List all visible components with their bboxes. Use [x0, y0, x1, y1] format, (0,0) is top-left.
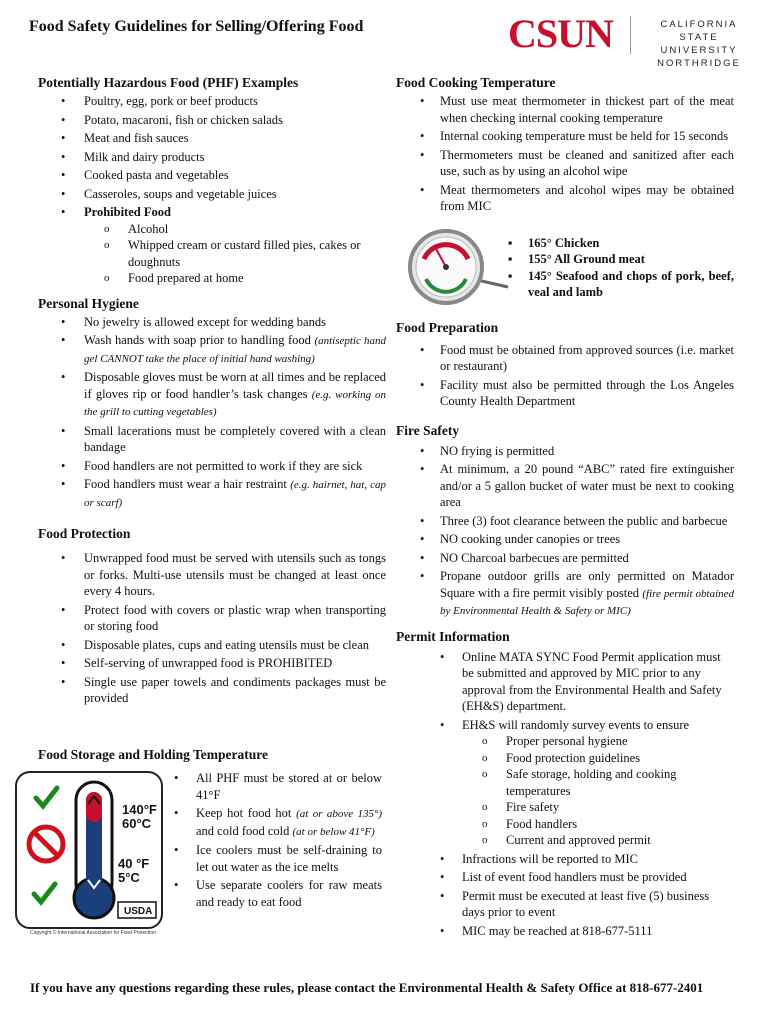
item-text: Keep hot food hot: [196, 806, 292, 820]
item-note: (antiseptic hand gel CANNOT take the place of initial hand washing): [84, 335, 386, 365]
prohibited-icon: [29, 827, 63, 861]
item-text: Propane outdoor grills are only permitted on Matador Square with a fire permit visibly posted: [440, 569, 734, 600]
list-item: [38, 332, 386, 367]
list-item: • Internal cooking temperature must be held for 15 seconds: [396, 128, 734, 145]
list-item: • Unwrapped food must be served with utensils such as tongs or forks. Multi-use utensils must be changed at least once every 4 hours.: [38, 550, 386, 600]
list-item: • Food handlers are not permitted to work if they are sick: [38, 458, 386, 475]
logo-line: STATE UNIVERSITY: [660, 32, 738, 56]
list-item: • Infractions will be reported to MIC: [396, 851, 734, 868]
cold-temp-c: 5°C: [118, 870, 140, 885]
list-item: • Ice coolers must be self-draining to let out water as the ice melts: [172, 842, 382, 875]
logo-subtitle: [640, 18, 758, 70]
survey-list: [396, 733, 734, 849]
list-item: • All PHF must be stored at or below 41°F: [172, 770, 382, 803]
logo-divider: [630, 16, 631, 54]
sub-item: o Current and approved permit: [396, 832, 734, 849]
phf-list: [38, 93, 386, 287]
page-title: Food Safety Guidelines for Selling/Offering Food: [29, 18, 364, 35]
hot-temp-c: 60°C: [122, 816, 152, 831]
right-column: [396, 74, 734, 941]
sub-item: o Food protection guidelines: [396, 750, 734, 767]
list-item: • Self-serving of unwrapped food is PROHIBITED: [38, 655, 386, 672]
list-item: • Potato, macaroni, fish or chicken salads: [38, 112, 386, 129]
hygiene-list: [38, 314, 386, 512]
sub-item: o Alcohol: [38, 221, 386, 238]
list-item: [396, 717, 734, 849]
preparation-list: [396, 342, 734, 410]
item-note: (e.g. working on the grill to cutting vegetables): [84, 388, 386, 418]
list-item: • Use separate coolers for raw meats and ready to eat food: [172, 877, 382, 910]
list-item: • Poultry, egg, pork or beef products: [38, 93, 386, 110]
list-item: • Milk and dairy products: [38, 149, 386, 166]
fire-section: [396, 422, 734, 620]
list-item: • No jewelry is allowed except for wedding bands: [38, 314, 386, 331]
list-item: • Food must be obtained from approved sources (i.e. market or restaurant): [396, 342, 734, 375]
cooking-temps: [396, 223, 734, 311]
list-item: [172, 805, 382, 840]
list-item: • Protect food with covers or plastic wrap when transporting or storing food: [38, 602, 386, 635]
logo-line: NORTHRIDGE: [657, 58, 741, 69]
item-text: and cold food cold: [196, 823, 290, 838]
list-item: ▪ 145° Seafood and chops of pork, beef, veal and lamb: [508, 268, 734, 301]
storage-list: [172, 770, 382, 912]
temperature-chart-image: [14, 770, 164, 930]
item-note: (at or above 135°): [296, 808, 383, 820]
footer-contact: If you have any questions regarding these rules, please contact the Environmental Health & Safety Office at 818-677-2401: [30, 980, 704, 995]
list-item: • Disposable plates, cups and eating utensils must be clean: [38, 637, 386, 654]
fire-list: [396, 443, 734, 620]
list-item: ▪ 165° Chicken: [508, 235, 734, 252]
list-item: • Thermometers must be cleaned and sanitized after each use, such as by using an alcohol wipe: [396, 147, 734, 180]
hot-temp-f: 140°F: [122, 802, 157, 817]
list-item: • NO frying is permitted: [396, 443, 734, 460]
cooking-section: [396, 74, 734, 311]
sub-item: o Fire safety: [396, 799, 734, 816]
list-item: • List of event food handlers must be provided: [396, 869, 734, 886]
list-item: • Three (3) foot clearance between the public and barbecue: [396, 513, 734, 530]
left-column: [38, 74, 386, 715]
thermometer-icon: [74, 782, 114, 918]
protection-list: [38, 550, 386, 707]
logo-wordmark: CSUN: [508, 11, 613, 56]
item-note: (fire permit obtained by Environmental Health & Safety or MIC): [440, 587, 735, 617]
list-item: • Must use meat thermometer in thickest part of the meat when checking internal cooking temperature: [396, 93, 734, 126]
hygiene-section: [38, 295, 386, 512]
list-item: • Meat and fish sauces: [38, 130, 386, 147]
list-item: [38, 476, 386, 511]
list-item: • At minimum, a 20 pound “ABC” rated fire extinguisher and/or a 5 gallon bucket of water must be next to cooking area: [396, 461, 734, 511]
section-heading: Food Storage and Holding Temperature: [38, 747, 269, 762]
protection-section: [38, 525, 386, 707]
section-heading: Food Protection: [38, 526, 131, 541]
copyright-note: Copyright © International Association for Food Protection: [30, 930, 156, 936]
sub-item: o Food handlers: [396, 816, 734, 833]
sub-item: o Whipped cream or custard filled pies, cakes or doughnuts: [38, 237, 386, 270]
list-item: • Cooked pasta and vegetables: [38, 167, 386, 184]
list-item: • Meat thermometers and alcohol wipes may be obtained from MIC: [396, 182, 734, 215]
list-item: • NO cooking under canopies or trees: [396, 531, 734, 548]
prohibited-label: Prohibited Food: [84, 205, 171, 219]
item-text: Wash hands with soap prior to handling food: [84, 333, 311, 347]
sub-item: o Safe storage, holding and cooking temperatures: [396, 766, 734, 799]
list-item: • NO Charcoal barbecues are permitted: [396, 550, 734, 567]
item-text: EH&S will randomly survey events to ensure: [462, 717, 690, 732]
storage-section: [14, 770, 383, 940]
section-heading: Food Cooking Temperature: [396, 75, 556, 90]
list-item: • Small lacerations must be completely covered with a clean bandage: [38, 423, 386, 456]
list-item: • Permit must be executed at least five (5) business days prior to event: [396, 888, 734, 921]
sub-item: o Proper personal hygiene: [396, 733, 734, 750]
list-item: • Online MATA SYNC Food Permit application must be submitted and approved by MIC prior to any approval from the Environmental Health and Safety (EH&S) department.: [396, 649, 734, 715]
permit-section: [396, 628, 734, 940]
permit-list: [396, 649, 734, 940]
csun-logo: [508, 11, 756, 69]
section-heading: Food Preparation: [396, 319, 499, 335]
cooking-list: [396, 93, 734, 215]
item-text: Food handlers must wear a hair restraint: [84, 477, 287, 491]
section-heading: Potentially Hazardous Food (PHF) Examples: [38, 75, 299, 90]
meat-thermometer-image: [404, 225, 510, 305]
section-heading: Permit Information: [396, 628, 510, 644]
section-heading: Personal Hygiene: [38, 295, 139, 311]
list-item: • Single use paper towels and condiments packages must be provided: [38, 674, 386, 707]
section-heading: Fire Safety: [396, 422, 460, 438]
preparation-section: [396, 319, 734, 410]
list-item: • Facility must also be permitted through the Los Angeles County Health Department: [396, 377, 734, 410]
phf-section: [38, 74, 386, 287]
list-item: • Casseroles, soups and vegetable juices: [38, 186, 386, 203]
item-note: (e.g. hairnet, hat, cap or scarf): [84, 479, 386, 509]
list-item: [396, 568, 734, 620]
list-item: • MIC may be reached at 818-677-5111: [396, 923, 734, 940]
item-text: Disposable gloves must be worn at all times and be replaced if gloves rip or food handler’s task changes: [84, 370, 387, 401]
list-item: ▪ 155° All Ground meat: [508, 251, 734, 268]
cold-temp-f: 40 °F: [118, 856, 150, 871]
item-note: (at or below 41°F): [292, 825, 375, 838]
logo-line: CALIFORNIA: [660, 19, 738, 30]
list-item: [38, 369, 386, 421]
temperature-list: [508, 235, 734, 301]
sub-item: o Food prepared at home: [38, 270, 386, 287]
prohibited-list: [38, 221, 386, 287]
usda-badge-text: USDA: [124, 906, 153, 917]
list-item: [38, 204, 386, 287]
